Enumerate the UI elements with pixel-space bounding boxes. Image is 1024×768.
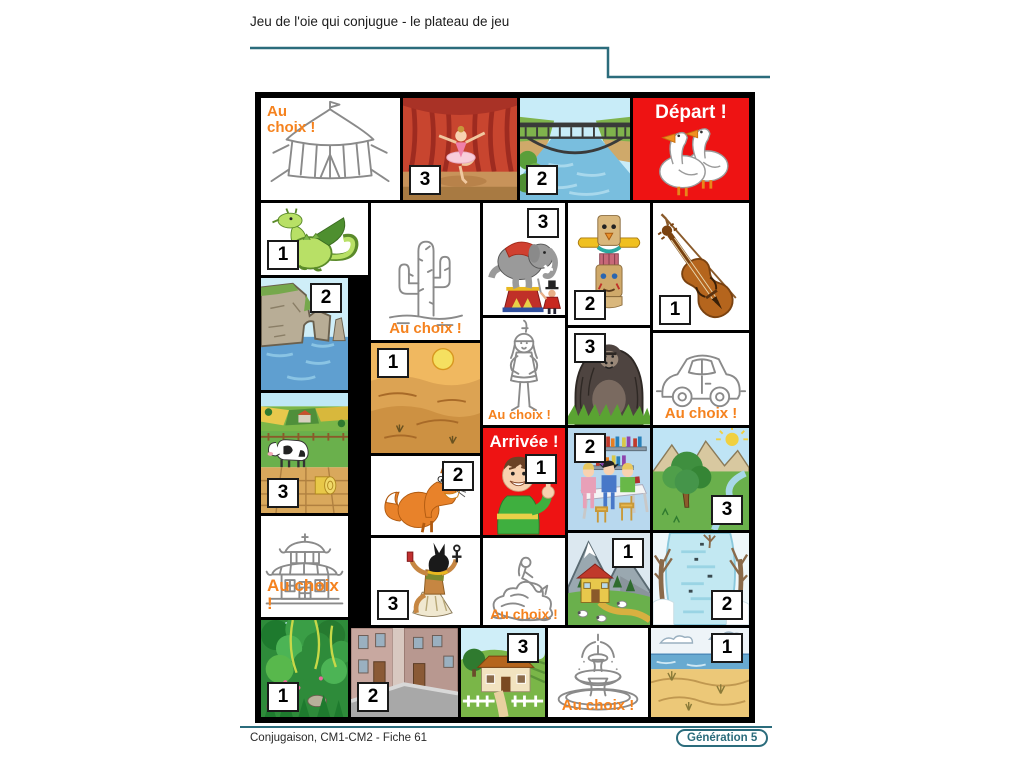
- choice-label: Au choix !: [664, 405, 738, 423]
- cell-street: [348, 625, 461, 720]
- cell-anubis: [368, 535, 483, 628]
- page-title: Jeu de l'oie qui conjugue - le plateau de jeu: [250, 14, 510, 29]
- cell-violin: [650, 200, 752, 333]
- footer-rule: [240, 726, 772, 728]
- cell-mountain-house: [565, 530, 653, 628]
- number-badge: 3: [267, 478, 299, 508]
- cell-dragon: [258, 200, 371, 278]
- footer-caption: Conjugaison, CM1-CM2 - Fiche 61: [250, 732, 428, 744]
- cell-elephant: [480, 200, 568, 318]
- number-badge: 2: [526, 165, 558, 195]
- brand-badge: Génération 5: [676, 729, 768, 747]
- number-badge: 2: [574, 433, 606, 463]
- cell-jungle: [258, 617, 351, 720]
- choice-label: Au choix !: [389, 320, 462, 338]
- number-badge: 3: [507, 633, 539, 663]
- cell-mermaid: [480, 535, 568, 628]
- cell-gorilla: [565, 325, 653, 428]
- number-badge: 1: [267, 682, 299, 712]
- finish-label: Arrivée !: [489, 432, 559, 451]
- number-badge: 3: [527, 208, 559, 238]
- number-badge: 2: [711, 590, 743, 620]
- number-badge: 2: [310, 283, 342, 313]
- cell-frozen-river: [650, 530, 752, 628]
- cell-fox: [368, 453, 483, 538]
- cell-cactus: [368, 200, 483, 343]
- choice-label: Au choix !: [267, 576, 339, 614]
- number-badge: 1: [711, 633, 743, 663]
- number-badge: 2: [357, 682, 389, 712]
- game-board: [258, 95, 752, 720]
- cell-library: [565, 425, 653, 533]
- number-badge: 1: [659, 295, 691, 325]
- cell-cliff: [258, 275, 351, 393]
- number-badge: 2: [442, 461, 474, 491]
- number-badge: 1: [377, 348, 409, 378]
- cell-native-boy: [480, 315, 568, 428]
- cell-bridge: [517, 95, 633, 203]
- number-badge: 3: [574, 333, 606, 363]
- cell-depart: [630, 95, 752, 203]
- cell-totem: [565, 200, 653, 328]
- choice-label: Au choix !: [490, 606, 558, 623]
- number-badge: 3: [377, 590, 409, 620]
- number-badge: 2: [574, 290, 606, 320]
- number-badge: 1: [267, 240, 299, 270]
- choice-label: Au choix !: [267, 103, 316, 136]
- cell-pagoda: [258, 513, 351, 620]
- choice-label: Au choix !: [488, 407, 551, 423]
- cell-meadow: [650, 425, 752, 533]
- cell-beach: [648, 625, 752, 720]
- cell-fountain: [545, 625, 651, 720]
- number-badge: 1: [525, 454, 557, 484]
- number-badge: 1: [612, 538, 644, 568]
- start-label: Départ !: [655, 102, 727, 123]
- cell-farmhouse: [458, 625, 548, 720]
- cell-farm-cow: [258, 390, 351, 516]
- number-badge: 3: [409, 165, 441, 195]
- cell-desert: [368, 340, 483, 456]
- cell-circus-tent: [258, 95, 403, 203]
- cell-arrivee: [480, 425, 568, 538]
- cell-car: [650, 330, 752, 428]
- number-badge: 3: [711, 495, 743, 525]
- choice-label: Au choix !: [561, 697, 635, 715]
- cell-ballerina: [400, 95, 520, 203]
- header-rule: [0, 0, 1024, 90]
